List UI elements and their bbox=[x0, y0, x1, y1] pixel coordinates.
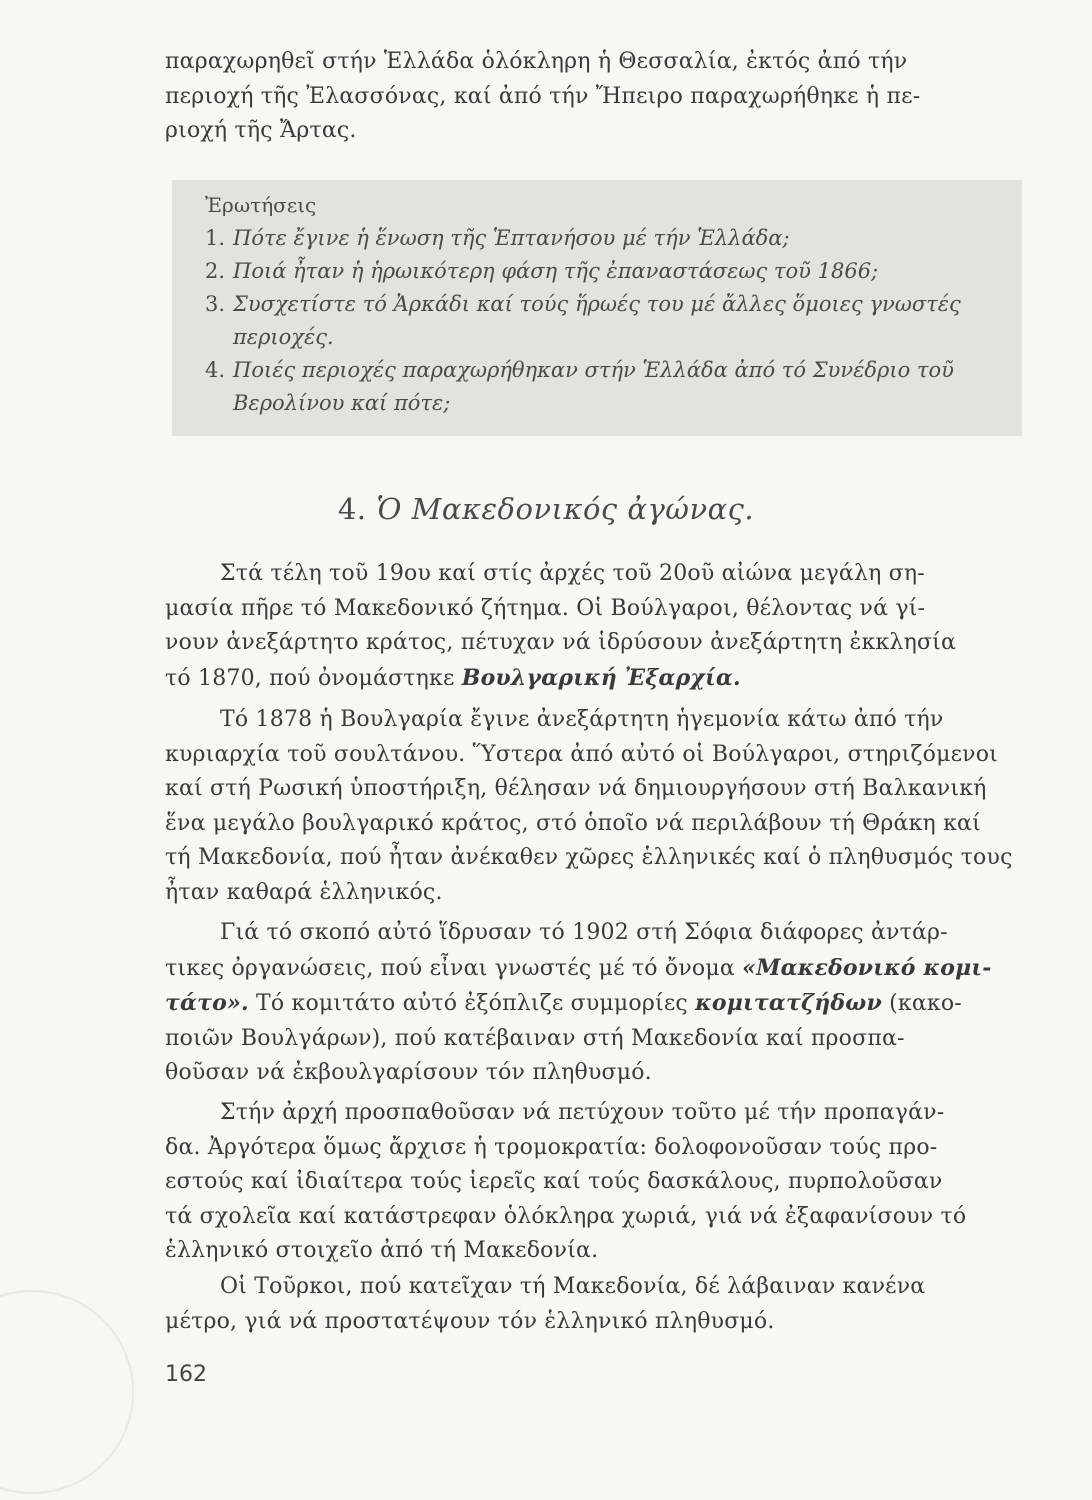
paragraph-4 bbox=[165, 1096, 1020, 1269]
paragraph-1 bbox=[165, 557, 1020, 696]
text-span: τικες ὀργανώσεις, πού εἶναι γνωστές μέ τό ὄνομα bbox=[165, 955, 743, 981]
text-line: ἦταν καθαρά ἑλληνικός. bbox=[165, 879, 443, 905]
question-number: 1. bbox=[205, 226, 226, 250]
emphasized-term: Βουλγαρική Ἐξαρχία. bbox=[461, 664, 741, 691]
emphasized-term: «Μακεδονικό κομι- bbox=[742, 954, 992, 981]
text-line: Τό 1878 ἡ Βουλγαρία ἔγινε ἀνεξάρτητη ἡγεμονία κάτω ἀπό τήν bbox=[220, 707, 944, 732]
emphasized-term: κομιτατζήδων bbox=[695, 990, 882, 1016]
text-line: μέτρο, γιά νά προστατέψουν τόν ἑλληνικό πληθυσμό. bbox=[165, 1308, 775, 1334]
section-number: 4. bbox=[337, 492, 367, 526]
paragraph-3 bbox=[165, 916, 1020, 1091]
section-title: Ὁ Μακεδονικός ἀγώνας. bbox=[376, 492, 755, 526]
question-text: Πότε ἔγινε ἡ ἕνωση τῆς Ἑπτανήσου μέ τήν Ἑλλάδα; bbox=[233, 226, 790, 250]
text-line: εστούς καί ἰδιαίτερα τούς ἱερεῖς καί τούς δασκάλους, πυρπολοῦσαν bbox=[165, 1169, 943, 1194]
text-line: καί στή Ρωσική ὑποστήριξη, θέλησαν νά δημιουργήσουν στή Βαλκανική bbox=[165, 776, 987, 801]
text-line: τή Μακεδονία, πού ἦταν ἀνέκαθεν χῶρες ἑλληνικές καί ὁ πληθυσμός τους bbox=[165, 845, 1013, 870]
question-2 bbox=[205, 255, 1005, 288]
question-3 bbox=[205, 288, 1005, 354]
text-span: Τό κομιτάτο αὐτό ἐξόπλιζε συμμορίες bbox=[248, 991, 696, 1016]
text-line: τά σχολεῖα καί κατάστρεφαν ὁλόκληρα χωριά, γιά νά ἐξαφανίσουν τό bbox=[165, 1203, 967, 1229]
question-4 bbox=[205, 354, 1005, 420]
question-text: περιοχές. bbox=[233, 325, 334, 349]
text-line: θοῦσαν νά ἐκβουλγαρίσουν τόν πληθυσμό. bbox=[165, 1060, 652, 1085]
question-1 bbox=[205, 222, 1005, 255]
text-line: περιοχή τῆς Ἐλασσόνας, καί ἀπό τήν Ἤπειρο παραχωρήθηκε ἡ πε- bbox=[165, 83, 921, 109]
text-line: Στά τέλη τοῦ 19ου καί στίς ἀρχές τοῦ 20οῦ αἰώνα μεγάλη ση- bbox=[220, 561, 925, 586]
page-number: 162 bbox=[165, 1362, 207, 1387]
question-text: Ποιές περιοχές παραχωρήθηκαν στήν Ἑλλάδα ἀπό τό Συνέδριο τοῦ bbox=[233, 358, 954, 382]
text-line: Γιά τό σκοπό αὐτό ἵδρυσαν τό 1902 στή Σόφια διάφορες ἀντάρ- bbox=[220, 920, 948, 945]
paragraph-2 bbox=[165, 703, 1020, 910]
question-text: Ποιά ἦταν ἡ ἡρωικότερη φάση τῆς ἐπαναστάσεως τοῦ 1866; bbox=[233, 259, 879, 283]
question-text: Συσχετίστε τό Ἀρκάδι καί τούς ἥρωές του μέ ἄλλες ὅμοιες γνωστές bbox=[233, 292, 961, 316]
text-line: παραχωρηθεῖ στήν Ἑλλάδα ὁλόκληρη ἡ Θεσσαλία, ἐκτός ἀπό τήν bbox=[165, 49, 908, 74]
question-text: Βερολίνου καί πότε; bbox=[233, 391, 451, 415]
text-line: κυριαρχία τοῦ σουλτάνου. Ὕστερα ἀπό αὐτό οἱ Βούλγαροι, στηριζόμενοι bbox=[165, 741, 999, 767]
text-line: νουν ἀνεξάρτητο κράτος, πέτυχαν νά ἱδρύσουν ἀνεξάρτητη ἐκκλησία bbox=[165, 630, 957, 655]
paragraph-5 bbox=[165, 1270, 1020, 1339]
text-line: ἕνα μεγάλο βουλγαρικό κράτος, στό ὁποῖο νά περιλάβουν τή Θράκη καί bbox=[165, 810, 981, 836]
top-paragraph bbox=[165, 45, 1020, 149]
question-number: 3. bbox=[205, 292, 226, 316]
text-line: ποιῶν Βουλγάρων), πού κατέβαιναν στή Μακεδονία καί προσπα- bbox=[165, 1025, 905, 1051]
emphasized-term: τάτο». bbox=[165, 990, 249, 1016]
faded-stamp bbox=[0, 1290, 134, 1494]
text-span: (κακο- bbox=[881, 991, 962, 1016]
text-line: μασία πῆρε τό Μακεδονικό ζήτημα. Οἱ Βούλγαροι, θέλοντας νά γί- bbox=[165, 595, 926, 621]
text-span: τό 1870, πού ὀνομάστηκε bbox=[165, 665, 462, 691]
questions-title: Ἐρωτήσεις bbox=[205, 193, 317, 217]
question-number: 4. bbox=[205, 358, 226, 382]
text-line: δα. Ἀργότερα ὅμως ἄρχισε ἡ τρομοκρατία: δολοφονοῦσαν τούς προ- bbox=[165, 1134, 938, 1160]
text-line: Οἱ Τοῦρκοι, πού κατεῖχαν τή Μακεδονία, δέ λάβαιναν κανένα bbox=[220, 1274, 926, 1299]
question-number: 2. bbox=[205, 259, 226, 283]
section-heading bbox=[0, 492, 1092, 526]
text-line: ἑλληνικό στοιχεῖο ἀπό τή Μακεδονία. bbox=[165, 1238, 599, 1263]
text-line: ριοχή τῆς Ἄρτας. bbox=[165, 118, 357, 143]
text-line: Στήν ἀρχή προσπαθοῦσαν νά πετύχουν τοῦτο μέ τήν προπαγάν- bbox=[220, 1100, 945, 1125]
